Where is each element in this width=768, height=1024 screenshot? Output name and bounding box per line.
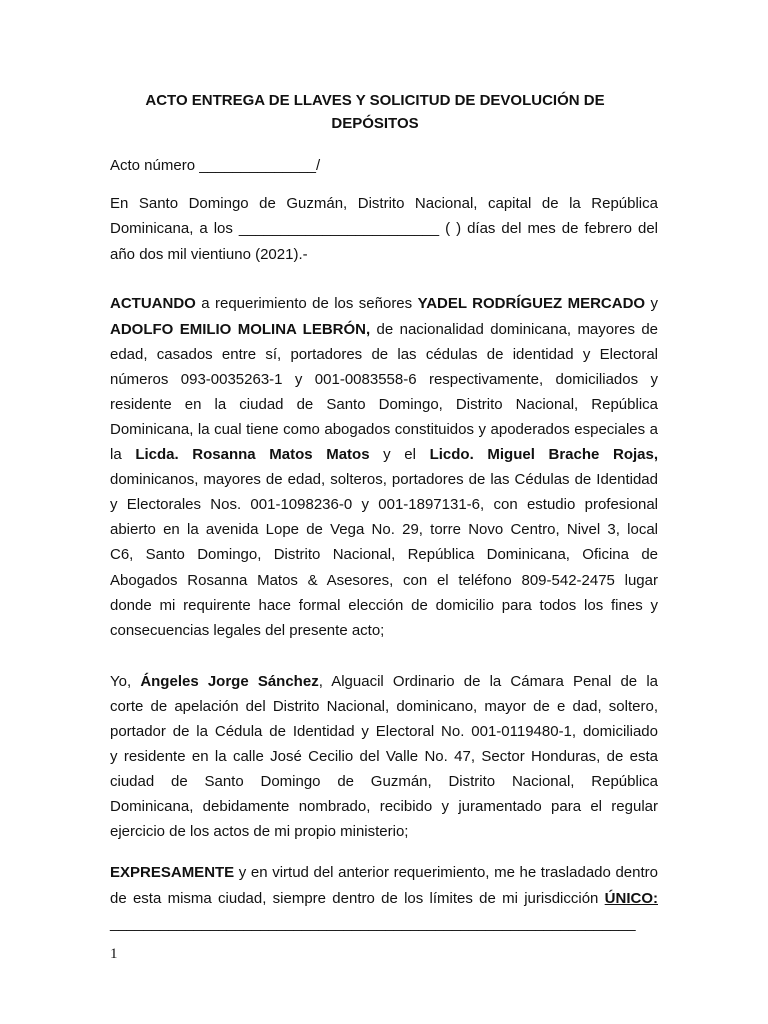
p3-line-4: y residente en la calle José Cecilio del Valle No. 47, Sector Honduras, de esta — [110, 748, 658, 765]
unico-label — [605, 890, 658, 907]
p2-line-9: y Electorales Nos. 001-1098236-0 y 001-1897131-6, con estudio profesional — [110, 496, 658, 513]
p2-text: y — [645, 295, 658, 312]
p2-line-7 — [110, 445, 658, 465]
lawyer-name-2: Licdo. Miguel Brache Rojas, — [429, 446, 658, 463]
actuando-label: ACTUANDO — [110, 295, 196, 312]
p2-line-3: edad, casados entre sí, portadores de las cédulas de identidad y Electoral — [110, 346, 658, 363]
p3-line-2: corte de apelación del Distrito Nacional, dominicano, mayor de e dad, soltero, — [110, 698, 658, 715]
p3-line-3: portador de la Cédula de Identidad y Electoral No. 001-0119480-1, domiciliado — [110, 723, 658, 740]
p2-line-10: abierto en la avenida Lope de Vega No. 29, torre Novo Centro, Nivel 3, local — [110, 521, 658, 538]
client-name-1: YADEL RODRÍGUEZ MERCADO — [417, 295, 646, 312]
p1-line-3: año dos mil vientiuno (2021).- — [110, 246, 308, 263]
p2-line-14: consecuencias legales del presente acto; — [110, 622, 385, 639]
p3-line-5: ciudad de Santo Domingo de Guzmán, Distrito Nacional, República — [110, 773, 658, 790]
p2-text: y el — [369, 446, 430, 463]
client-name-2: ADOLFO EMILIO MOLINA LEBRÓN, — [110, 321, 371, 338]
p1-line-1: En Santo Domingo de Guzmán, Distrito Nacional, capital de la República — [110, 195, 658, 212]
p4-line-3: _______________________________________________________________ — [110, 915, 636, 932]
expresamente-label: EXPRESAMENTE — [110, 864, 235, 881]
p3-line-6: Dominicana, debidamente nombrado, recibido y juramentado para el regular — [110, 798, 658, 815]
page-number: 1 — [110, 946, 118, 962]
p3-line-7: ejercicio de los actos de mi propio ministerio; — [110, 823, 409, 840]
p2-line-13: donde mi requirente hace formal elección de domicilio para todos los fines y — [110, 597, 658, 614]
title-line-2: DEPÓSITOS — [331, 115, 419, 132]
p2-text: a requerimiento de los señores — [195, 295, 418, 312]
p2-line-2 — [110, 320, 658, 340]
title-line-1: ACTO ENTREGA DE LLAVES Y SOLICITUD DE DEVOLUCIÓN DE — [145, 92, 605, 109]
p2-line-11: C6, Santo Domingo, Distrito Nacional, República Dominicana, Oficina de — [110, 546, 658, 563]
p4-line-1 — [110, 863, 658, 883]
p2-line-12: Abogados Rosanna Matos & Asesores, con el teléfono 809-542-2475 lugar — [110, 572, 658, 589]
p3-text: , Alguacil Ordinario de la Cámara Penal de la — [318, 673, 658, 690]
p2-line-4: números 093-0035263-1 y 001-0083558-6 respectivamente, domiciliados y — [110, 371, 658, 388]
bailiff-name: Ángeles Jorge Sánchez — [140, 673, 319, 690]
p2-text: la — [110, 446, 136, 463]
p2-line-6: Dominicana, la cual tiene como abogados constituidos y apoderados especiales a — [110, 421, 658, 438]
p1-line-2: Dominicana, a los ________________________ ( ) días del mes de febrero del — [110, 220, 658, 237]
acto-numero: Acto número ______________/ — [110, 157, 321, 174]
p2-line-8: dominicanos, mayores de edad, solteros, portadores de las Cédulas de Identidad — [110, 471, 658, 488]
document-title — [120, 89, 630, 135]
lawyer-name-1: Licda. Rosanna Matos Matos — [135, 446, 370, 463]
p2-line-5: residente en la ciudad de Santo Domingo, Distrito Nacional, República — [110, 396, 658, 413]
p3-text: Yo, — [110, 673, 141, 690]
unico-text: ÚNICO: — [604, 890, 658, 907]
p4-text: y en virtud del anterior requerimiento, me he trasladado dentro — [234, 864, 658, 881]
p2-text: de nacionalidad dominicana, mayores de — [370, 321, 659, 338]
p3-line-1 — [110, 672, 658, 692]
p2-line-1 — [110, 294, 658, 314]
p4-text: de esta misma ciudad, siempre dentro de los límites de mi jurisdicción — [110, 890, 605, 907]
p4-line-2 — [110, 889, 658, 909]
